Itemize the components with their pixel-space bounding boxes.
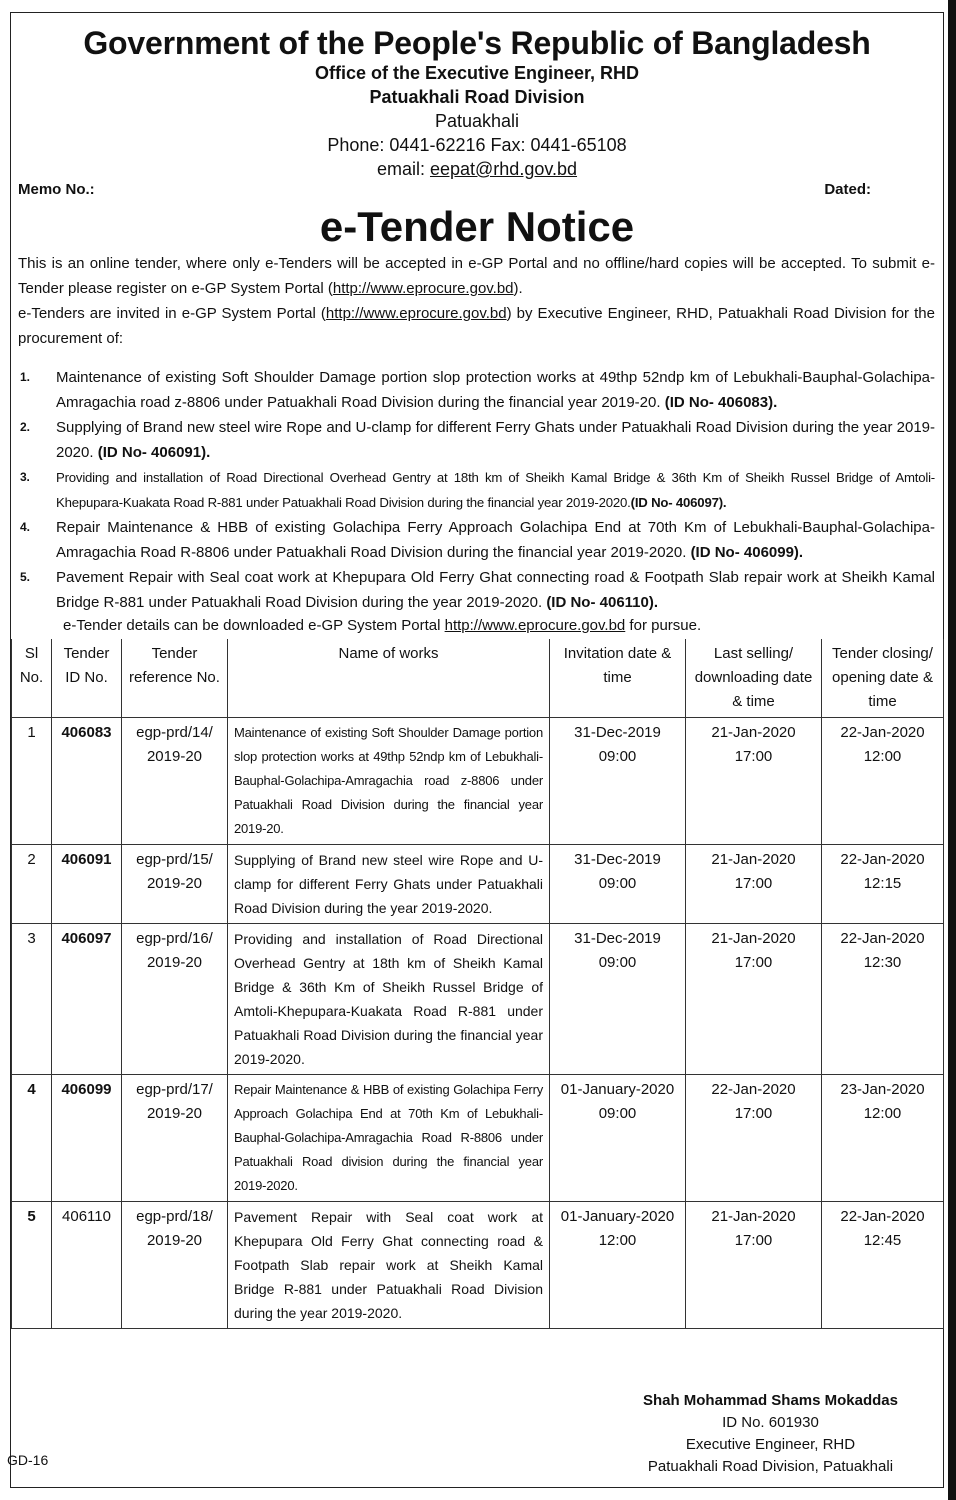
letterhead — [11, 25, 943, 181]
cell-ref: egp-prd/18/ 2019-20 — [122, 1202, 228, 1329]
table-row — [12, 1202, 944, 1329]
government-title: Government of the People's Republic of Bangladesh — [83, 25, 871, 61]
cell-closing: 22-Jan-2020 12:30 — [822, 924, 944, 1075]
table-header-row — [12, 639, 944, 718]
intro-text: e-Tenders are invited in e-GP System Portal ( — [18, 305, 326, 322]
notice-title: e-Tender Notice — [319, 203, 635, 250]
memo-label: Memo No.: — [18, 181, 95, 198]
column-header: Last selling/ downloading date & time — [686, 639, 822, 718]
signatory-office: Patuakhali Road Division, Patuakhali — [647, 1458, 894, 1475]
list-item — [18, 365, 935, 415]
intro-paragraph-2 — [11, 301, 943, 351]
item-id: (ID No- 406083). — [664, 394, 778, 411]
eprocure-link[interactable]: http://www.eprocure.gov.bd — [332, 280, 514, 297]
item-text: Maintenance of existing Soft Shoulder Damage portion slop protection works at 49thp 52ndp km of Lebukhali-Bauphal-Golachipa-Amragachia road z-8806 under Patuakhali Road Division during the financial year 2019-20. — [56, 369, 935, 411]
list-item — [18, 465, 935, 515]
dated-label: Dated: — [824, 181, 871, 198]
item-text: Pavement Repair with Seal coat work at Khepupara Old Ferry Ghat connecting road & Footpath Slab repair work at Sheikh Kamal Bridge R-881 under Patuakhali Road Division during the year 2019-2020. — [56, 569, 935, 611]
memo-row — [11, 181, 943, 201]
cell-last-selling: 21-Jan-2020 17:00 — [686, 924, 822, 1075]
column-header: Tender reference No. — [122, 639, 228, 718]
signature-block — [643, 1390, 898, 1478]
cell-ref: egp-prd/14/ 2019-20 — [122, 718, 228, 845]
cell-tender-id: 406083 — [52, 718, 122, 845]
download-text: for pursue. — [625, 617, 702, 634]
cell-sl: 5 — [12, 1202, 52, 1329]
column-header: Name of works — [228, 639, 550, 718]
cell-ref: egp-prd/15/ 2019-20 — [122, 845, 228, 924]
cell-name: Maintenance of existing Soft Shoulder Damage portion slop protection works at 49thp 52ndp km of Lebukhali-Bauphal-Golachipa-Amragachia road z-8806 under Patuakhali Road Division during the financial year 2019-20. — [228, 718, 550, 845]
signatory-id: ID No. 601930 — [722, 1414, 819, 1431]
cell-last-selling: 21-Jan-2020 17:00 — [686, 845, 822, 924]
cell-invitation: 31-Dec-2019 09:00 — [550, 845, 686, 924]
item-number: 4. — [20, 520, 31, 534]
column-header: Tender ID No. — [52, 639, 122, 718]
cell-tender-id: 406091 — [52, 845, 122, 924]
email-label: email: — [376, 159, 425, 179]
item-number: 1. — [20, 370, 31, 384]
page-edge-bar — [948, 0, 956, 1500]
procurement-list — [11, 365, 943, 637]
intro-paragraph-1 — [11, 251, 943, 301]
signatory-name: Shah Mohammad Shams Mokaddas — [642, 1392, 898, 1409]
cell-name: Repair Maintenance & HBB of existing Golachipa Ferry Approach Golachipa End at 70th Km of Lebukhali-Bauphal-Golachipa-Amragachia Road R-8806 under Patuakhali Road division during the financial year 2019-2020. — [228, 1075, 550, 1202]
intro-text: This is an online tender, where only e-Tenders will be accepted in e-GP Portal and no offline/hard copies will be accepted. To submit e-Tender please register on e-GP System Portal ( — [18, 255, 935, 297]
table-row — [12, 924, 944, 1075]
cell-invitation: 31-Dec-2019 09:00 — [550, 718, 686, 845]
list-item — [18, 415, 935, 465]
cell-sl: 1 — [12, 718, 52, 845]
column-header: Invitation date & time — [550, 639, 686, 718]
cell-tender-id: 406097 — [52, 924, 122, 1075]
cell-tender-id: 406110 — [52, 1202, 122, 1329]
footer-code: GD-16 — [7, 1452, 49, 1468]
cell-last-selling: 22-Jan-2020 17:00 — [686, 1075, 822, 1202]
download-note — [18, 615, 935, 637]
item-text: Providing and installation of Road Directional Overhead Gentry at 18th km of Sheikh Kamal Bridge & 36th Km of Sheikh Russel Bridge of Amtoli-Khepupara-Kuakata Road R-881 under Patuakhali Road Division during the financial year 2019-2020. — [56, 470, 935, 510]
city-name: Patuakhali — [434, 111, 520, 131]
cell-name: Supplying of Brand new steel wire Rope and U-clamp for different Ferry Ghats under Patuakhali Road Division during the year 2019-2020. — [228, 845, 550, 924]
cell-name: Providing and installation of Road Directional Overhead Gentry at 18th km of Sheikh Kamal Bridge & 36th Km of Sheikh Russel Bridge of Amtoli-Khepupara-Kuakata Road R-881 under Patuakhali Road Division during the financial year 2019-2020. — [228, 924, 550, 1075]
table-row — [12, 718, 944, 845]
tender-notice-page — [10, 12, 944, 1488]
cell-name: Pavement Repair with Seal coat work at Khepupara Old Ferry Ghat connecting road & Footpath Slab repair work at Sheikh Kamal Bridge R-881 under Patuakhali Road Division during the year 2019-2020. — [228, 1202, 550, 1329]
cell-sl: 3 — [12, 924, 52, 1075]
item-id: (ID No- 406110). — [546, 594, 659, 611]
cell-closing: 22-Jan-2020 12:00 — [822, 718, 944, 845]
cell-invitation: 01-January-2020 09:00 — [550, 1075, 686, 1202]
item-id: (ID No- 406097). — [630, 495, 727, 510]
item-id: (ID No- 406091). — [97, 444, 211, 461]
tender-table — [11, 639, 944, 1329]
item-number: 3. — [20, 470, 30, 484]
column-header: Tender closing/ opening date & time — [822, 639, 944, 718]
cell-closing: 22-Jan-2020 12:15 — [822, 845, 944, 924]
eprocure-link[interactable]: http://www.eprocure.gov.bd — [444, 617, 626, 634]
item-number: 5. — [20, 570, 31, 584]
cell-tender-id: 406099 — [52, 1075, 122, 1202]
cell-ref: egp-prd/16/ 2019-20 — [122, 924, 228, 1075]
cell-invitation: 01-January-2020 12:00 — [550, 1202, 686, 1329]
cell-ref: egp-prd/17/ 2019-20 — [122, 1075, 228, 1202]
cell-sl: 4 — [12, 1075, 52, 1202]
signatory-designation: Executive Engineer, RHD — [685, 1436, 856, 1453]
intro-text: ). — [513, 280, 523, 297]
table-row — [12, 845, 944, 924]
phone-fax: Phone: 0441-62216 Fax: 0441-65108 — [327, 135, 627, 155]
intro-text: ) by Executive Engineer, RHD, Patuakhali Road Division for the procurement of: — [18, 305, 935, 347]
download-text: e-Tender details can be downloaded e-GP System Portal — [63, 617, 445, 634]
eprocure-link[interactable]: http://www.eprocure.gov.bd — [325, 305, 507, 322]
division-name: Patuakhali Road Division — [369, 87, 585, 107]
item-text: Supplying of Brand new steel wire Rope and U-clamp for different Ferry Ghats under Patuakhali Road Division during the year 2019-2020. — [56, 419, 935, 461]
cell-closing: 22-Jan-2020 12:45 — [822, 1202, 944, 1329]
cell-last-selling: 21-Jan-2020 17:00 — [686, 1202, 822, 1329]
cell-closing: 23-Jan-2020 12:00 — [822, 1075, 944, 1202]
cell-last-selling: 21-Jan-2020 17:00 — [686, 718, 822, 845]
column-header: Sl No. — [12, 639, 52, 718]
item-text: Repair Maintenance & HBB of existing Golachipa Ferry Approach Golachipa End at 70th Km of Lebukhali-Bauphal-Golachipa-Amragachia Road R-8806 under Patuakhali Road Division during the financial year 2019-2020. — [56, 519, 935, 561]
office-name: Office of the Executive Engineer, RHD — [314, 63, 640, 83]
email-link[interactable]: eepat@rhd.gov.bd — [429, 159, 578, 179]
table-row — [12, 1075, 944, 1202]
list-item — [18, 515, 935, 565]
item-number: 2. — [20, 420, 31, 434]
cell-invitation: 31-Dec-2019 09:00 — [550, 924, 686, 1075]
email-line — [11, 157, 943, 181]
list-item — [18, 565, 935, 615]
item-id: (ID No- 406099). — [690, 544, 804, 561]
cell-sl: 2 — [12, 845, 52, 924]
